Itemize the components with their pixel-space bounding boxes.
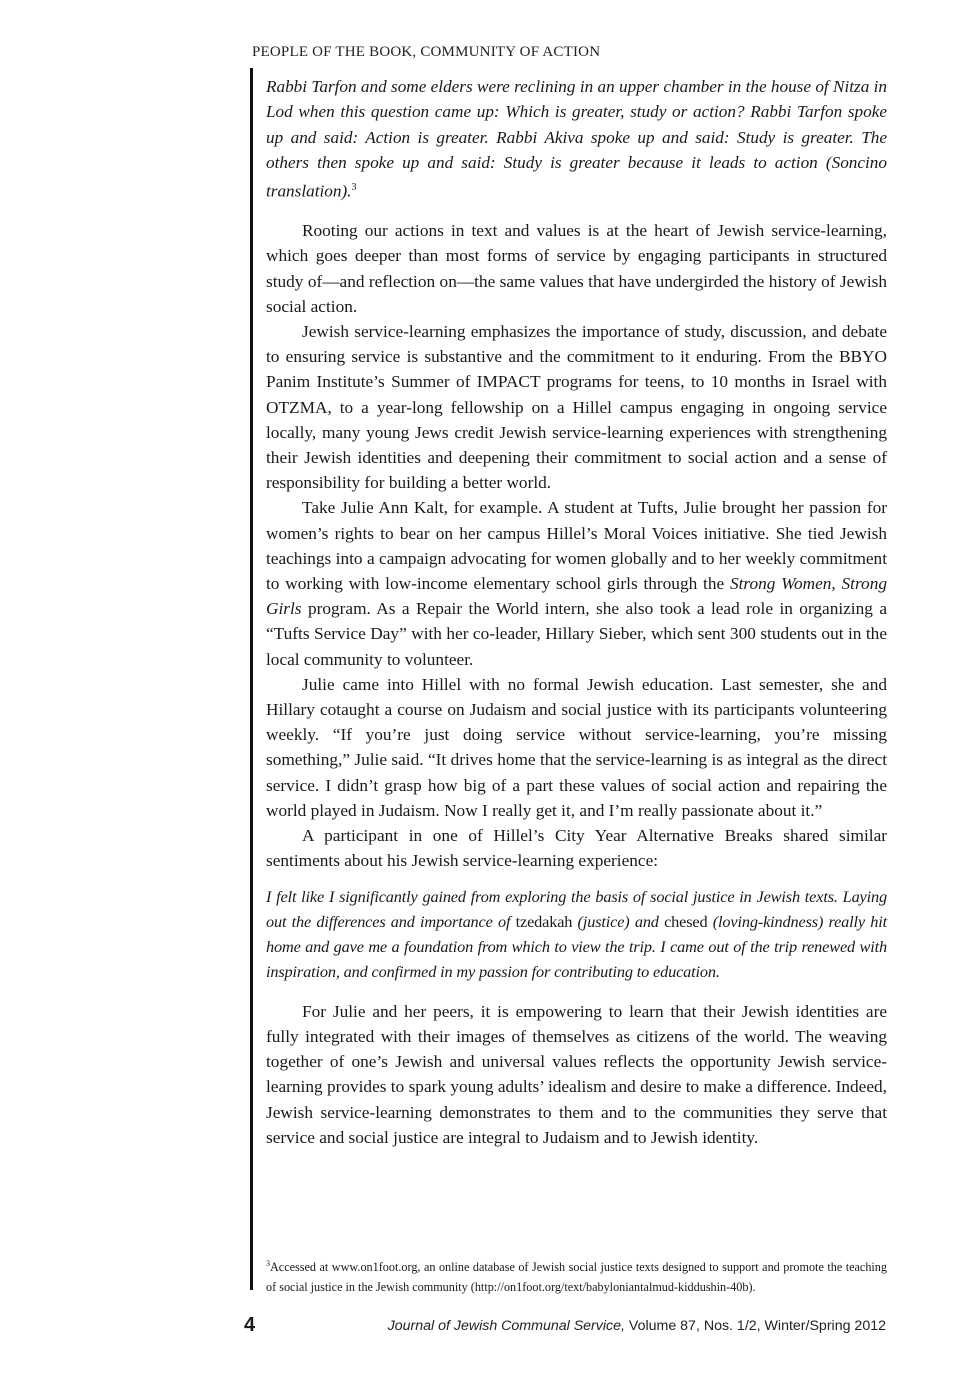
paragraph: Rooting our actions in text and values is at the heart of Jewish service-learning, which goes deeper than most forms of service by engaging participants in structured study of—and reflection on—the same values that have undergirded the history of Jewish social action. <box>266 221 887 316</box>
quote-text: (loving-kindness) really hit home and gave me a foundation from which to view the trip. I came out of the trip renewed with inspiration, and confirmed in my passion for contributing to education. <box>266 911 888 982</box>
footnote <box>266 1254 887 1297</box>
paragraph: Jewish service-learning emphasizes the importance of study, discussion, and debate to ensuring service is substantive and the commitment to it enduring. From the BBYO Panim Institute’s Summer of IMPACT programs for teens, to 10 months in Israel with OTZMA, to a year-long fellowship on a Hillel campus engaging in ongoing service locally, many young Jews credit Jewish service-learning experiences with strengthening their Jewish identities and deepening their commitment to social action and a sense of responsibility for building a better world. <box>266 322 887 493</box>
quote-text: (justice) and <box>572 911 665 931</box>
margin-rule <box>250 68 253 1290</box>
article-body <box>266 74 887 1150</box>
hebrew-term: chesed <box>664 911 708 931</box>
paragraph: Julie came into Hillel with no formal Jewish education. Last semester, she and Hillary cotaught a course on Judaism and social justice with its participants volunteering weekly. “If you’re just doing service without service-learning, you’re missing something,” Julie said. “It drives home that the service-learning is as integral as the direct service. I didn’t grasp how big of a part these values of social action and repairing the world played in Judaism. Now I really get it, and I’m really passionate about it.” <box>266 674 887 820</box>
journal-footer <box>388 1318 886 1334</box>
page-number: 4 <box>244 1314 256 1336</box>
footnote-text: Accessed at www.on1foot.org, an online database of Jewish social justice texts designed to support and promote the teaching of social justice in the Jewish community (http://on1foot.org/text/babyloniantalmud-kiddushin-40b). <box>266 1260 887 1295</box>
paragraph: For Julie and her peers, it is empowering to learn that their Jewish identities are fully integrated with their images of themselves as citizens of the world. The weaving together of one’s Jewish and universal values reflects the opportunity Jewish service-learning provides to spark young adults’ idealism and desire to make a difference. Indeed, Jewish service-learning demonstrates to them and to the communities they serve that service and social justice are integral to Judaism and to Jewish identity. <box>266 1001 887 1147</box>
hebrew-term: tzedakah <box>515 911 573 931</box>
paragraph-text: Take Julie Ann Kalt, for example. A student at Tufts, Julie brought her passion for women’s rights to bear on her campus Hillel’s Moral Voices initiative. She tied Jewish teachings into a campaign advocating for women globally and to her weekly commitment to working with low-income elementary school girls through the <box>266 498 887 594</box>
journal-name: Journal of Jewish Communal Service, <box>387 1318 625 1334</box>
program-name: Strong Women, Strong Girls <box>266 574 887 619</box>
footnote-number: 3 <box>266 1259 270 1268</box>
paragraph-text: program. As a Repair the World intern, she also took a lead role in organizing a “Tufts Service Day” with her co-leader, Hillary Sieber, which sent 300 students out in the local community to volunteer. <box>266 599 887 669</box>
talmud-quote <box>266 74 887 204</box>
paragraph-julie <box>266 495 887 671</box>
quote-text: I felt like I significantly gained from exploring the basis of social justice in Jewish texts. Laying out the differences and importance of <box>266 886 887 931</box>
footnote-ref: 3 <box>351 182 357 194</box>
paragraph: A participant in one of Hillel’s City Year Alternative Breaks shared similar sentiments about his Jewish service-learning experience: <box>266 826 887 871</box>
talmud-quote-text: Rabbi Tarfon and some elders were reclining in an upper chamber in the house of Nitza in Lod when this question came up: Which is greater, study or action? Rabbi Tarfon spoke up and said: Action is greater. Rabbi Akiva spoke up and said: Study is greater. The others then spoke up and said: Study is greater because it leads to action (Soncino translation). <box>266 77 887 201</box>
journal-issue: Volume 87, Nos. 1/2, Winter/Spring 2012 <box>624 1318 886 1334</box>
participant-quote <box>266 884 887 985</box>
running-header: PEOPLE OF THE BOOK, COMMUNITY OF ACTION <box>252 44 601 60</box>
